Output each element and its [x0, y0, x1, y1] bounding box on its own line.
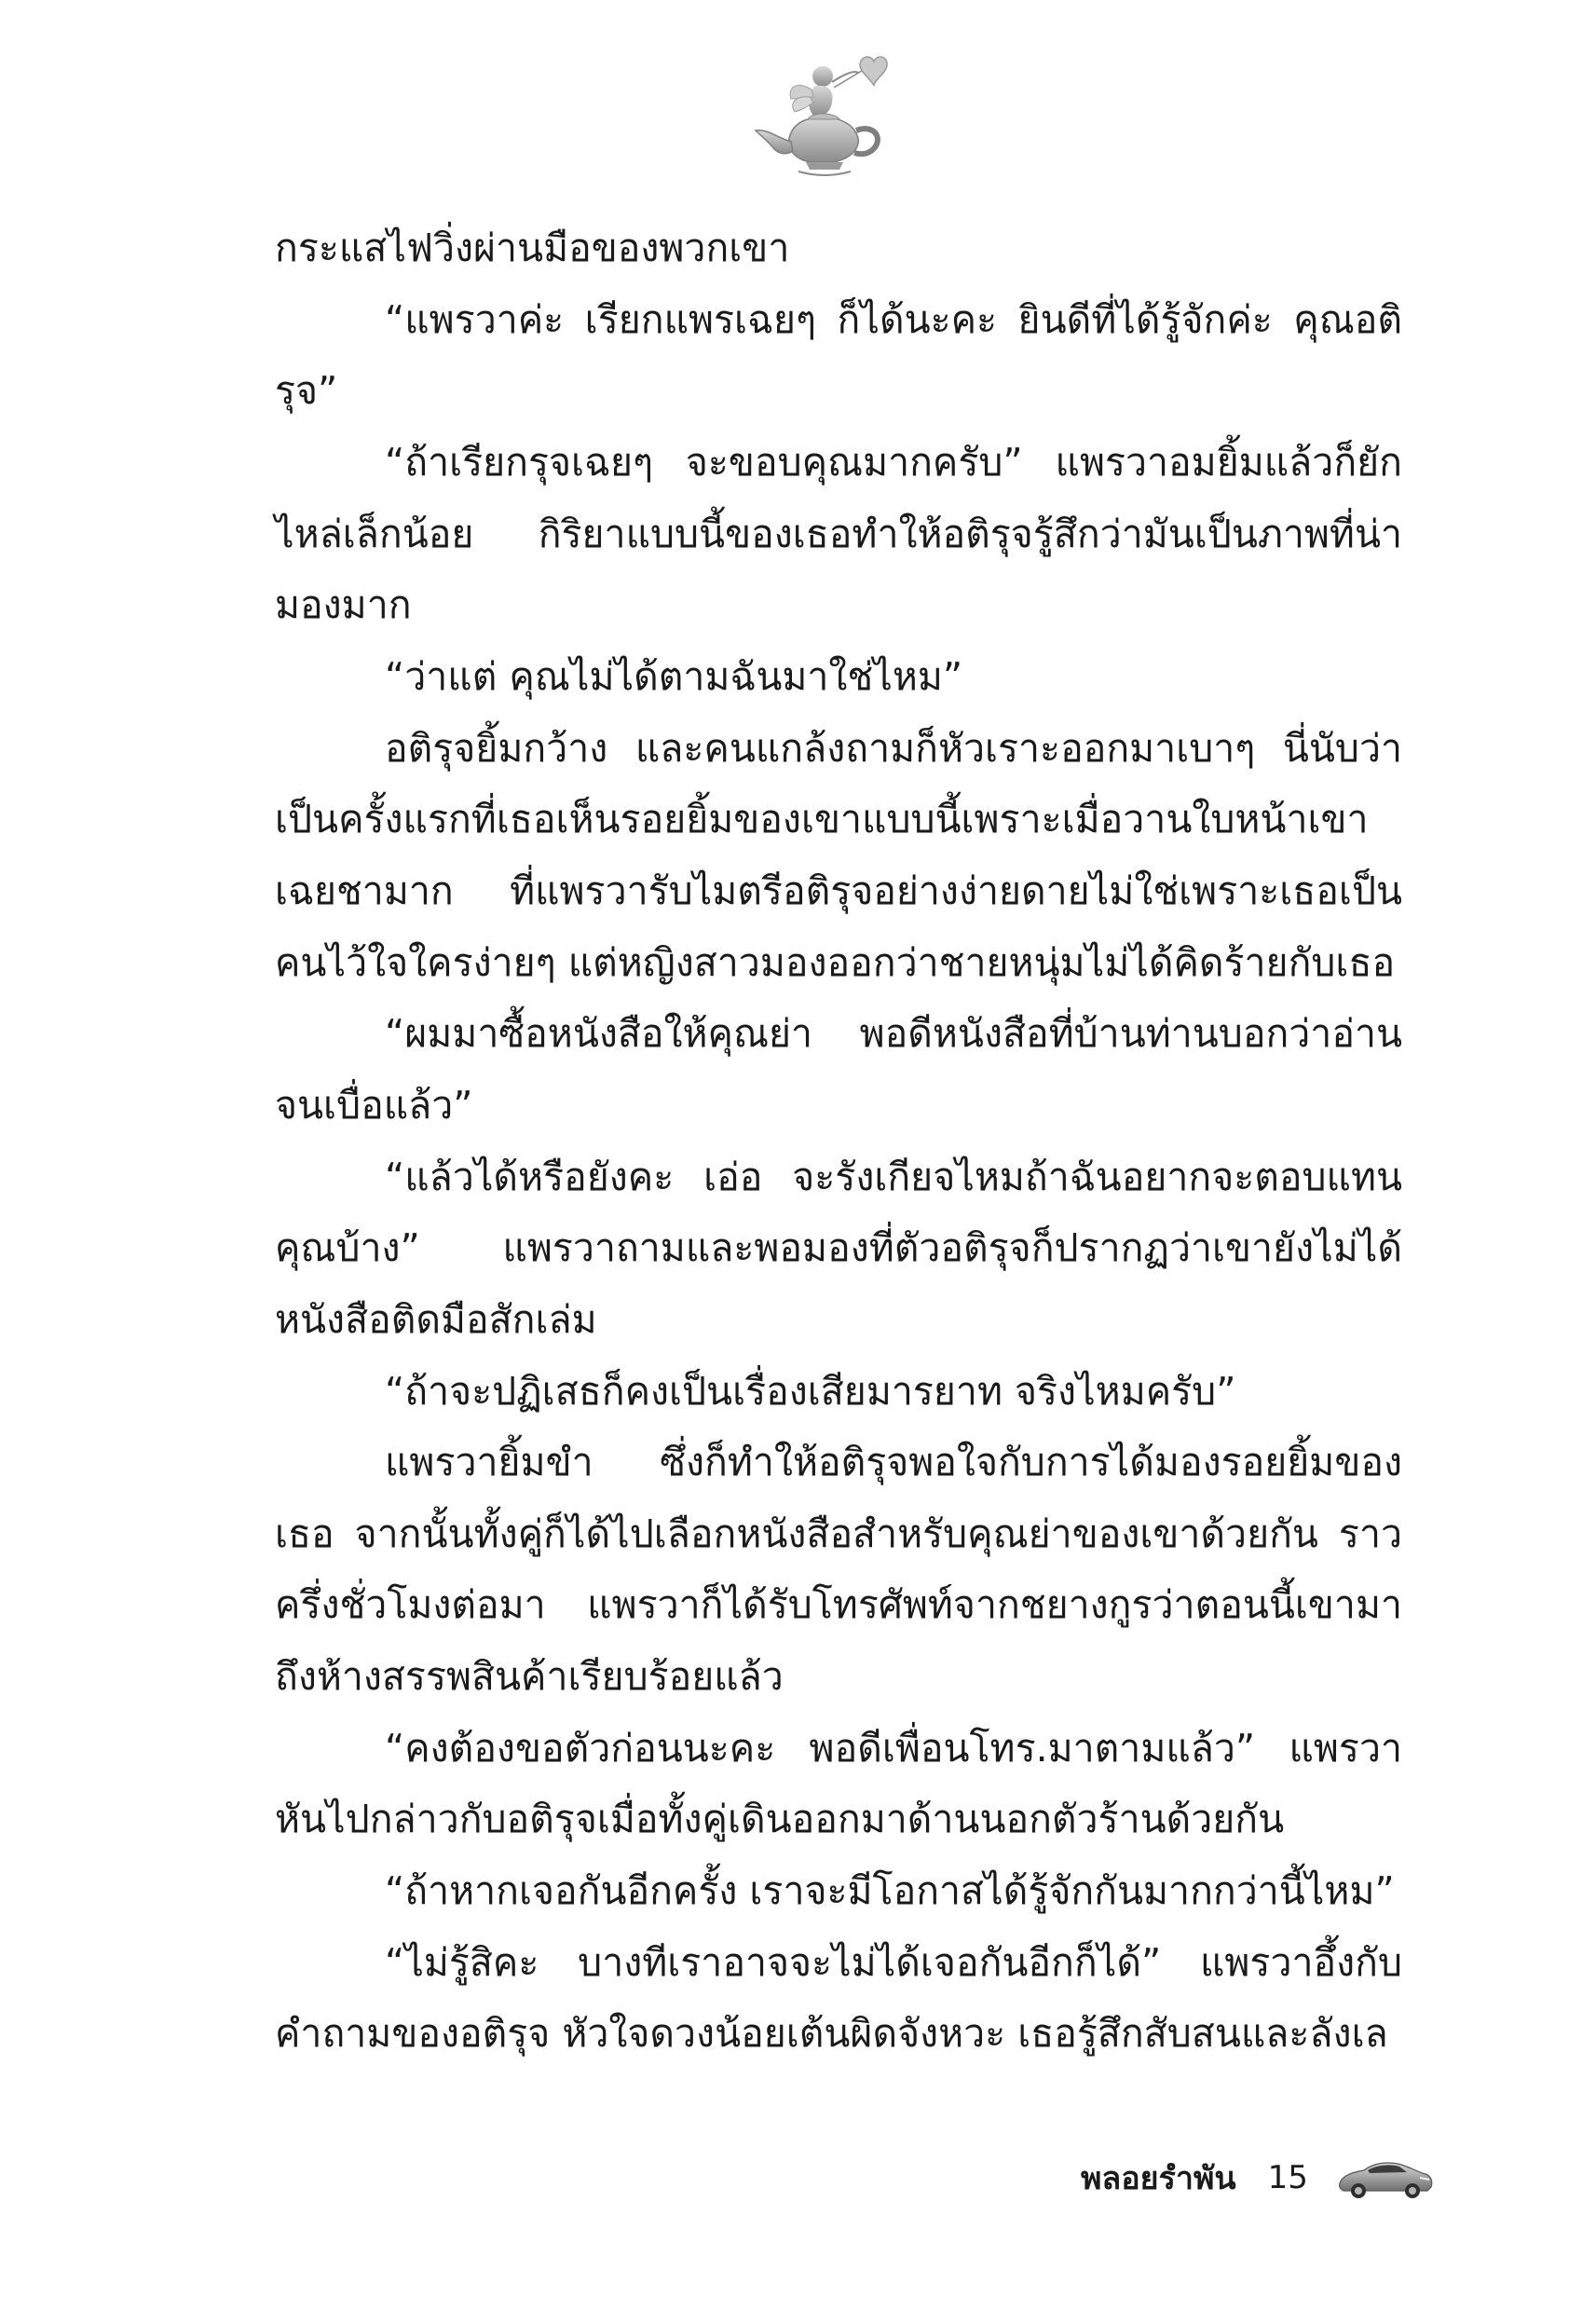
sports-car-icon	[1336, 2154, 1434, 2202]
page-number: 15	[1267, 2159, 1308, 2196]
paragraph: “ว่าแต่ คุณไม่ได้ตามฉันมาใช่ไหม”	[385, 653, 963, 699]
paragraph: “ถ้าจะปฏิเสธก็คงเป็นเรื่องเสียมารยาท จริงไหมครับ”	[385, 1368, 1236, 1414]
paragraph: กระแสไฟวิ่งผ่านมือของพวกเขา	[275, 226, 790, 270]
paragraph: “ผมมาซื้อหนังสือให้คุณย่า พอดีหนังสือที่บ้านท่านบอกว่าอ่านจนเบื่อแล้ว”	[275, 1011, 1402, 1128]
cupid-teapot-ornament-icon	[741, 45, 899, 185]
paragraph: อติรุจยิ้มกว้าง และคนแกล้งถามก็หัวเราะออกมาเบาๆ นี่นับว่าเป็นครั้งแรกที่เธอเห็นรอยยิ้มของเขาแบบนี้เพราะเมื่อวานใบหน้าเขาเฉยชามาก ที่แพรวารับไมตรีอติรุจอย่างง่ายดายไม่ใช่เพราะเธอเป็นคนไว้ใจใครง่ายๆ แต่หญิงสาวมองออกว่าชายหนุ่มไม่ได้คิดร้ายกับเธอ	[275, 725, 1402, 985]
body-text	[275, 212, 1402, 2070]
paragraph: “ถ้าหากเจอกันอีกครั้ง เราจะมีโอกาสได้รู้จักกันมากกว่านี้ไหม”	[385, 1868, 1395, 1914]
paragraph: “แล้วได้หรือยังคะ เอ่อ จะรังเกียจไหมถ้าฉันอยากจะตอบแทนคุณบ้าง” แพรวาถามและพอมองที่ตัวอติรุจก็ปรากฏว่าเขายังไม่ได้หนังสือติดมือสักเล่ม	[275, 1154, 1402, 1342]
paragraph: แพรวายิ้มขำ ซึ่งก็ทำให้อติรุจพอใจกับการได้มองรอยยิ้มของเธอ จากนั้นทั้งคู่ก็ได้ไปเลือกหนังสือสำหรับคุณย่าของเขาด้วยกัน ราวครึ่งชั่วโมงต่อมา แพรวาก็ได้รับโทรศัพท์จากชยางกูรว่าตอนนี้เขามาถึงห้างสรรพสินค้าเรียบร้อยแล้ว	[275, 1440, 1402, 1700]
paragraph: “ถ้าเรียกรุจเฉยๆ จะขอบคุณมากครับ” แพรวาอมยิ้มแล้วก็ยักไหล่เล็กน้อย กิริยาแบบนี้ของเธอทำให้อติรุจรู้สึกว่ามันเป็นภาพที่น่ามองมาก	[275, 439, 1402, 628]
paragraph: “แพรวาค่ะ เรียกแพรเฉยๆ ก็ได้นะคะ ยินดีที่ได้รู้จักค่ะ คุณอติรุจ”	[275, 296, 1402, 414]
page-footer	[1081, 2145, 1434, 2210]
book-title: พลอยรำพัน	[1081, 2160, 1236, 2197]
paragraph: “คงต้องขอตัวก่อนนะคะ พอดีเพื่อนโทร.มาตามแล้ว” แพรวาหันไปกล่าวกับอติรุจเมื่อทั้งคู่เดินออกมาด้านนอกตัวร้านด้วยกัน	[275, 1725, 1402, 1842]
paragraph: “ไม่รู้สิคะ บางทีเราอาจจะไม่ได้เจอกันอีกก็ได้” แพรวาอึ้งกับคำถามของอติรุจ หัวใจดวงน้อยเต้นผิดจังหวะ เธอรู้สึกสับสนและลังเล	[275, 1939, 1402, 2057]
